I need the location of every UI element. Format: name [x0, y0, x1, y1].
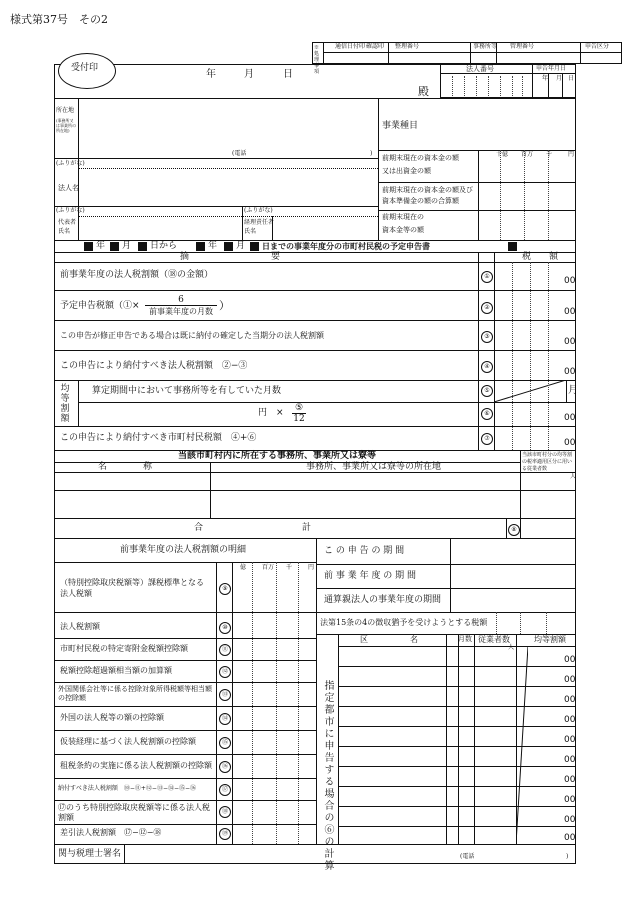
- furigana-2: (ふりがな): [56, 207, 85, 214]
- bl-row14-label: 外国の法人税等の額の控除額: [60, 713, 164, 722]
- capital-1: 前期末現在の資本金の額: [382, 154, 459, 162]
- addressee: 殿: [418, 85, 429, 98]
- row6-value: 00: [564, 413, 576, 423]
- bl-unit-1: 億: [240, 564, 247, 571]
- period-from-label: 日から: [150, 241, 178, 251]
- offices-total-label: 合 計: [194, 523, 312, 533]
- bl-row17-label: 納付すべき法人税割額 ⑩−⑪+⑫−⑬−⑭−⑮−⑯: [58, 785, 197, 792]
- header-col-b: 通信日付印: [335, 43, 366, 50]
- kinto-value-1: 00: [564, 655, 576, 665]
- rep-label-1: 代表者: [58, 219, 77, 226]
- date-year: 年: [206, 69, 216, 80]
- row4-label: この申告により納付すべき法人税割額 ②−③: [60, 361, 248, 371]
- business-type: 事業種目: [382, 121, 419, 131]
- footer-phone: (電話: [460, 853, 475, 860]
- row5-value: 月: [568, 385, 578, 396]
- row2-frac-num: 6: [145, 296, 217, 306]
- bl-row13-num: ⑬: [219, 689, 231, 701]
- bl-row15-num: ⑮: [219, 737, 231, 749]
- period-from-year: 年: [96, 241, 106, 251]
- header-col-c: 確認印: [366, 43, 385, 50]
- br-q4: 法第15条の4の徴収猶予を受けようとする税額: [320, 618, 488, 627]
- capital-3: 前期末現在の: [382, 213, 424, 221]
- form-id: 様式第37号 その2: [10, 13, 108, 26]
- corp-name-label: 法人名: [58, 184, 79, 192]
- capital-1b: 又は出資金の額: [382, 167, 431, 175]
- fy-year: 年: [542, 75, 549, 82]
- offices-name-col: 名 称: [98, 462, 153, 472]
- bl-row10-num: ⑩: [219, 622, 231, 634]
- bl-row15-label: 仮装経理に基づく法人税割額の控除額: [60, 737, 196, 746]
- date-day: 日: [283, 69, 293, 80]
- processing-label: ※処理事項: [314, 45, 320, 75]
- row7-value: 00: [564, 438, 576, 448]
- row4-num: ④: [481, 361, 493, 373]
- bl-row19-num: ⑲: [219, 828, 231, 840]
- bl-unit-4: 円: [308, 564, 315, 571]
- row2-close: ）: [219, 299, 230, 312]
- bl-row9-label: （特別控除取戻税額等）課税標準となる法人税額: [60, 578, 204, 598]
- acct-label-2: 氏名: [244, 228, 257, 235]
- bl-row18-label: ⑰のうち特別控除取戻税額等に係る法人税割額: [58, 803, 210, 822]
- filing-date-label: 申告年月日: [536, 65, 567, 72]
- summary-col-title: 摘 要: [180, 252, 285, 262]
- br-q1: こ の 申 告 の 期 間: [324, 546, 405, 556]
- acct-label: 経理責任者: [244, 219, 275, 226]
- period-to-month: 月: [236, 241, 246, 251]
- cap-unit-4: 円: [568, 151, 575, 158]
- bl-row9-num: ⑨: [219, 583, 231, 595]
- bl-row11-num: ⑪: [219, 644, 231, 656]
- kinto-label: 均等割額: [60, 384, 70, 424]
- row3-num: ③: [481, 331, 493, 343]
- corp-number-label: 法人番号: [466, 65, 494, 73]
- footer-phone-close: ): [566, 853, 569, 860]
- offices-address-col: 事務所、事業所又は寮等の所在地: [306, 462, 442, 472]
- kinto-num: ⑤: [292, 404, 306, 414]
- header-col-g: 申告区分: [585, 43, 610, 50]
- row5-label: 算定期間中において事務所等を有していた月数: [92, 386, 282, 396]
- header-col-d: 整理番号: [395, 43, 420, 50]
- bl-row16-num: ⑯: [219, 761, 231, 773]
- kinto-value-6: 00: [564, 755, 576, 765]
- employee-col: 当該市町村分の均等割の税率適用区分に用いる従業者数: [522, 452, 573, 472]
- kinto-value-8: 00: [564, 795, 576, 805]
- br-q2: 前 事 業 年 度 の 期 間: [324, 571, 417, 581]
- capital-3b: 資本金等の額: [382, 226, 424, 234]
- br-col-ward: 区: [360, 635, 368, 644]
- bl-row19-label: 差引法人税割額 ⑰−⑫−⑱: [60, 828, 162, 837]
- address-note: (事務所又は事業所の所在地): [56, 118, 76, 133]
- row1-label: 前事業年度の法人税割額（⑱の金額）: [60, 270, 214, 280]
- period-to-label: 日までの事業年度分の市町村民税の予定申告書: [262, 241, 430, 251]
- br-col-emp: 従業者数: [478, 635, 510, 644]
- kinto-value-2: 00: [564, 675, 576, 685]
- reception-stamp-label: 受付印: [71, 63, 99, 73]
- br-emp-unit: 人: [508, 644, 515, 651]
- capital-2: 前期末現在の資本金の額及び: [382, 186, 473, 194]
- cap-unit-2: 百万: [521, 151, 534, 158]
- bl-row17-num: ⑰: [219, 784, 231, 796]
- br-diagonal: [516, 646, 528, 844]
- offices-title: 当該市町村内に所在する事務所、事業所又は寮等: [178, 451, 377, 461]
- kinto-value-7: 00: [564, 775, 576, 785]
- bl-row18-num: ⑱: [219, 806, 231, 818]
- phone-label: (電話: [232, 150, 247, 157]
- bl-row10-label: 法人税割額: [60, 622, 100, 631]
- row2-num: ②: [481, 302, 493, 314]
- kinto-value-10: 00: [564, 833, 576, 843]
- kinto-value-9: 00: [564, 815, 576, 825]
- offices-total-num: ⑧: [508, 524, 520, 536]
- br-col-days: 月数: [458, 635, 472, 643]
- bl-unit-2: 百万: [262, 564, 275, 571]
- bl-row12-label: 税額控除超過額相当額の加算額: [60, 666, 172, 675]
- row2-frac-den: 前事業年度の月数: [149, 307, 213, 316]
- cap-unit-1: 十億: [496, 151, 509, 158]
- header-col-e: 事務所等: [473, 43, 498, 50]
- bl-unit-3: 千: [286, 564, 293, 571]
- header-col-f: 管理番号: [510, 43, 535, 50]
- kinto-den: 12: [293, 414, 305, 424]
- employee-unit: 人: [570, 473, 577, 480]
- period-to-year: 年: [208, 241, 218, 251]
- row3-label: この申告が修正申告である場合は既に納付の確定した当期分の法人税割額: [60, 331, 324, 340]
- br-vertical-label: 指定都市に申告する場合の⑥の計算: [322, 680, 333, 872]
- row4-value: 00: [564, 367, 576, 377]
- cap-unit-3: 千: [546, 151, 553, 158]
- kinto-value-3: 00: [564, 695, 576, 705]
- bl-row16-label: 租税条約の実施に係る法人税割額の控除額: [60, 761, 212, 770]
- summary-tax-title: 税 額: [522, 252, 559, 262]
- phone-close: ): [370, 150, 373, 157]
- bl-title: 前事業年度の法人税割額の明細: [120, 545, 247, 555]
- period-from-month: 月: [122, 241, 132, 251]
- bl-row11-label: 市町村民税の特定寄附金税額控除額: [60, 644, 188, 653]
- br-col-name: 名: [410, 635, 418, 644]
- tax-accountant-label: 関与税理士署名: [58, 849, 122, 859]
- bl-row14-num: ⑭: [219, 713, 231, 725]
- fy-day: 日: [568, 75, 575, 82]
- furigana-3: (ふりがな): [244, 207, 273, 214]
- rep-label-2: 氏名: [58, 228, 71, 235]
- row7-label: この申告により納付すべき市町村民税額 ④+⑥: [60, 433, 257, 443]
- kinto-value-4: 00: [564, 715, 576, 725]
- row2-value: 00: [564, 307, 576, 317]
- row7-num: ⑦: [481, 433, 493, 445]
- row3-value: 00: [564, 337, 576, 347]
- row6-label: 円 ×: [258, 408, 284, 418]
- fy-month: 月: [556, 75, 563, 82]
- date-month: 月: [244, 69, 254, 80]
- address-label: 所在地: [56, 107, 75, 114]
- row1-value: 00: [564, 276, 576, 286]
- row6-num: ⑥: [481, 408, 493, 420]
- row1-num: ①: [481, 271, 493, 283]
- br-col-kinto: 均等割額: [534, 635, 566, 644]
- bl-row13-label: 外国関係会社等に係る控除対象所得税額等相当額の控除額: [58, 685, 212, 702]
- row5-num: ⑤: [481, 385, 493, 397]
- row2-label: 予定申告税額（①×: [60, 301, 140, 311]
- bl-row12-num: ⑫: [219, 666, 231, 678]
- furigana-1: (ふりがな): [56, 160, 85, 167]
- br-q3: 通算親法人の事業年度の期間: [324, 595, 442, 605]
- capital-2b: 資本準備金の額の合算額: [382, 197, 459, 205]
- kinto-value-5: 00: [564, 735, 576, 745]
